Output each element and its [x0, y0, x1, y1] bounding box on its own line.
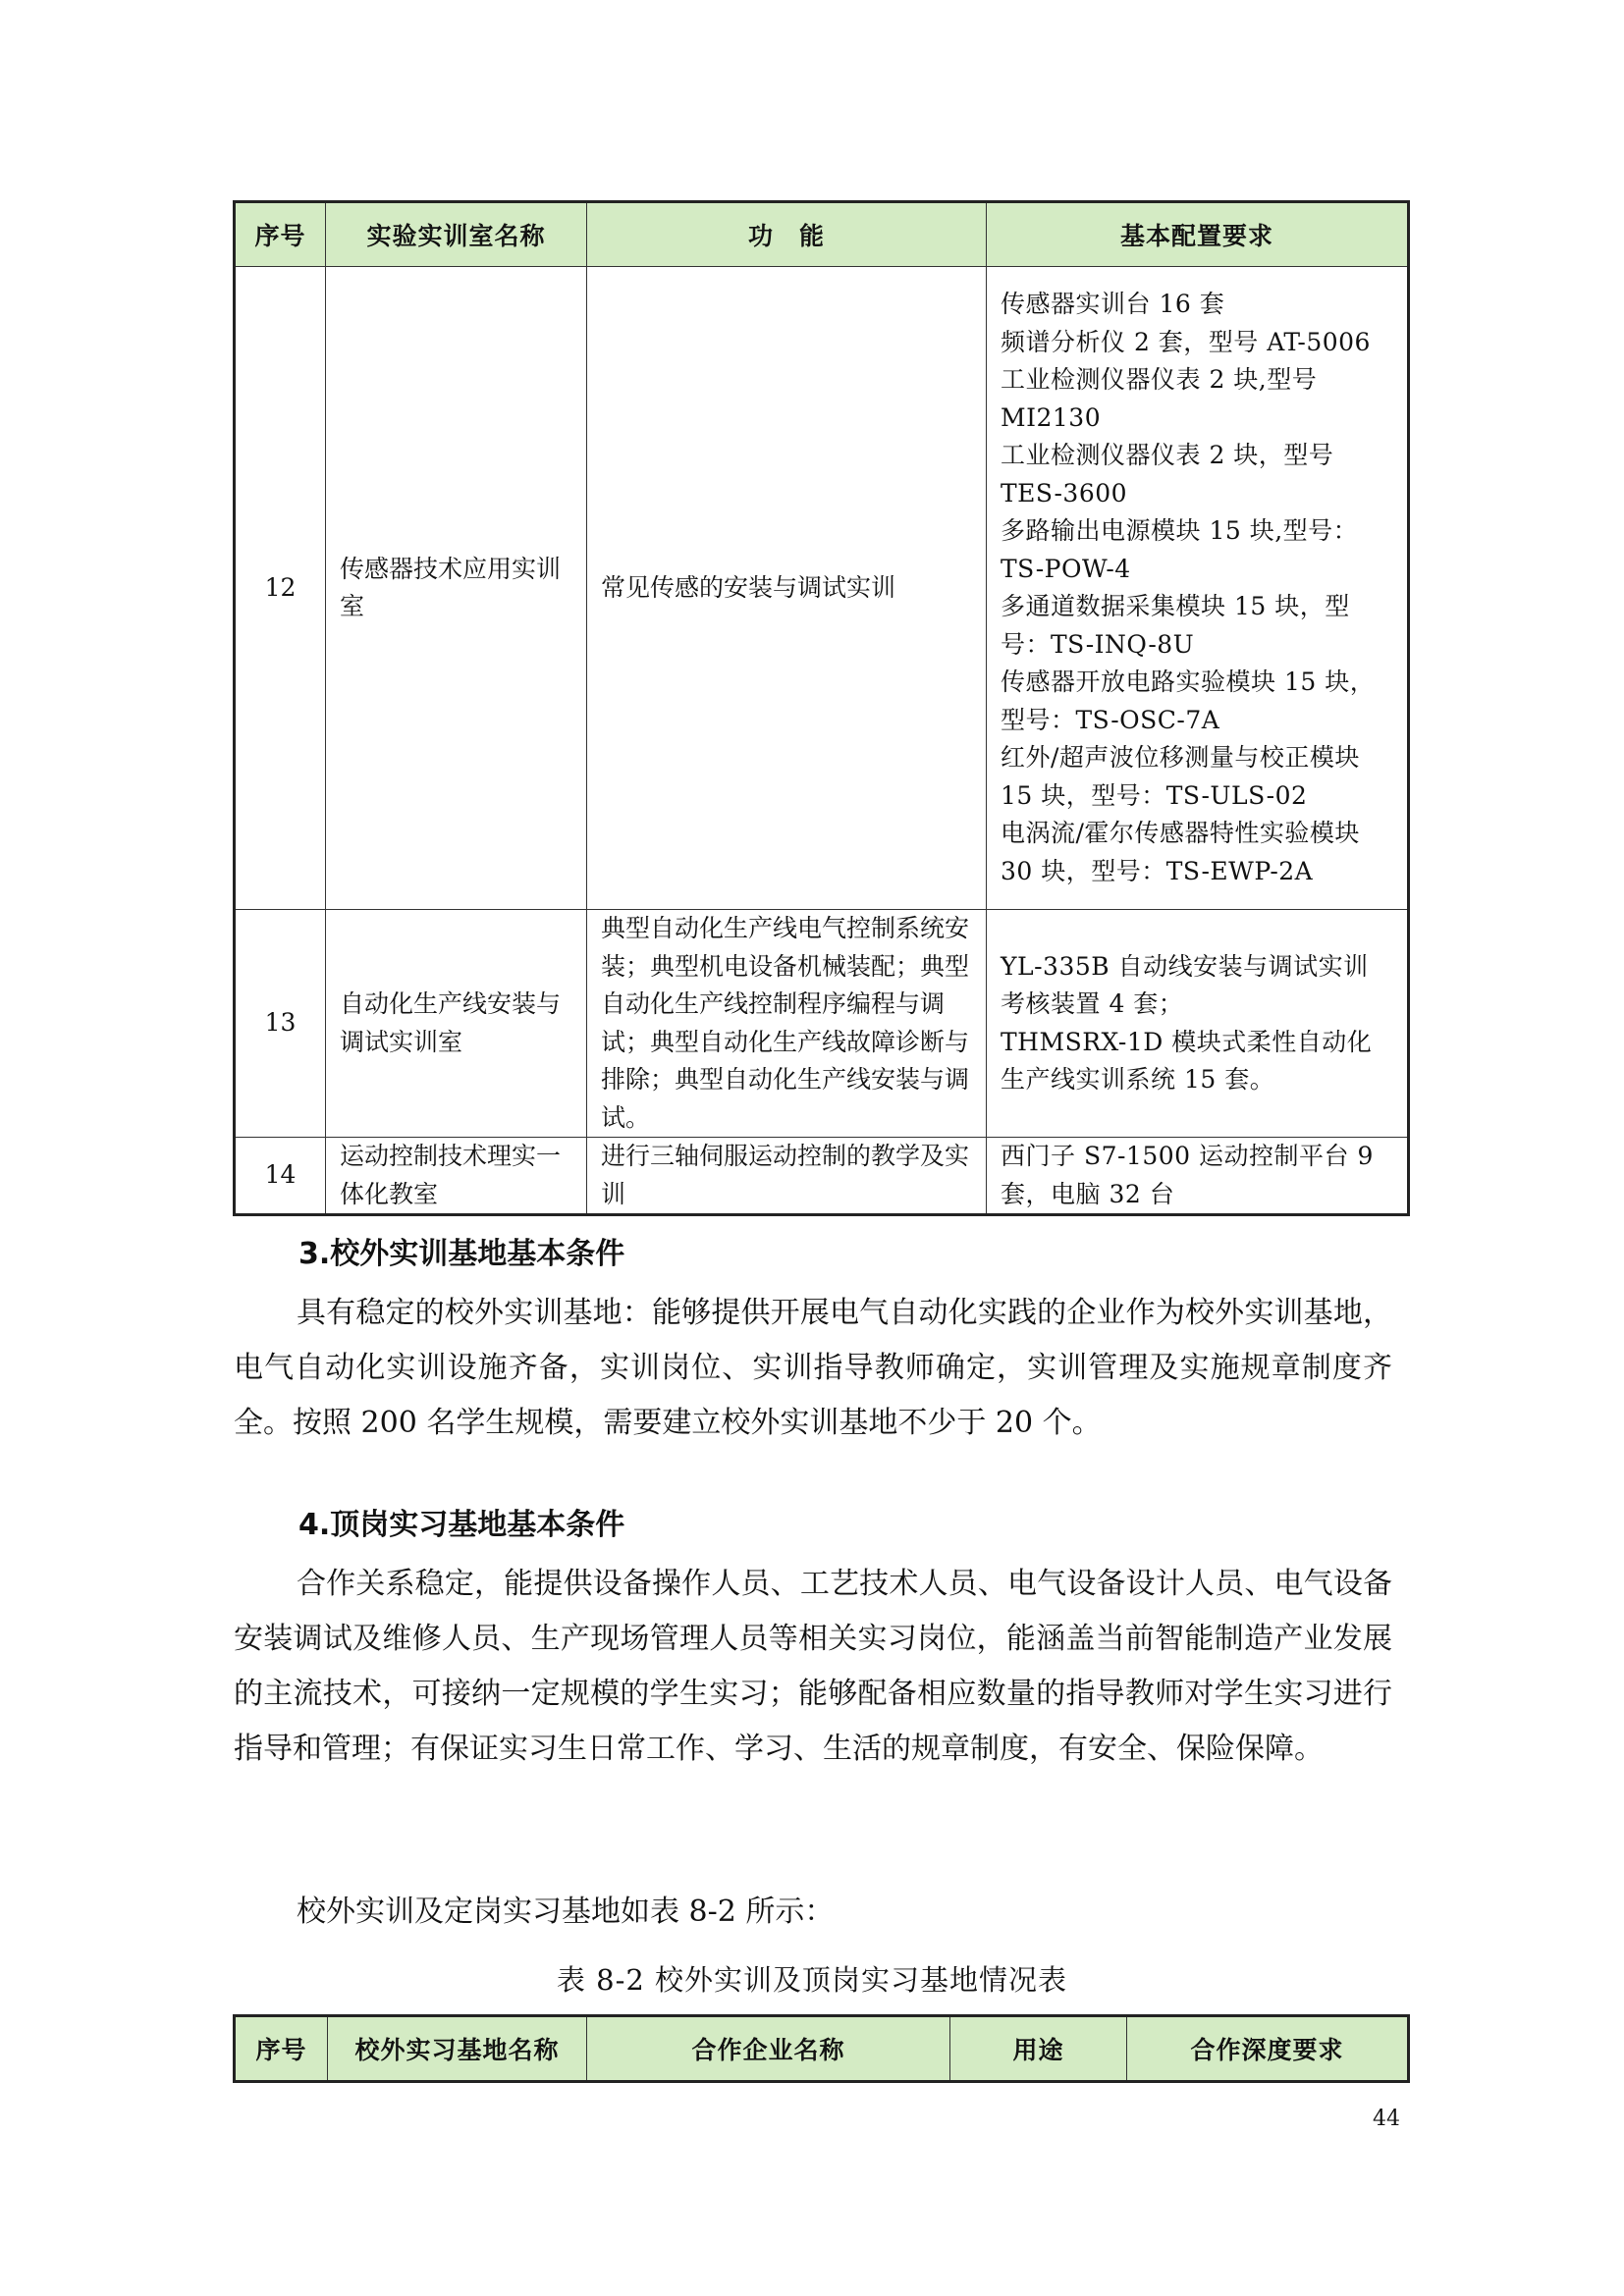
- lab-config-table: [233, 200, 1410, 1216]
- header-depth: 合作深度要求: [1127, 2016, 1409, 2082]
- header-function: 功 能: [587, 202, 987, 267]
- header-no: 序号: [235, 202, 326, 267]
- row-config: 传感器实训台 16 套 频谱分析仪 2 套，型号 AT-5006 工业检测仪器仪表 2 块,型号 MI2130 工业检测仪器仪表 2 块，型号 TES-3600 多路输出电源模块 15 块,型号：TS-POW-4 多通道数据采集模块 15 块，型号：TS-INQ-8U 传感器开放电路实验模块 15 块，型号：TS-OSC-7A 红外/超声波位移测量与校正模块 15 块，型号：TS-ULS-02 电涡流/霍尔传感器特性实验模块 30 块，型号：TS-EWP-2A: [987, 267, 1409, 910]
- table-caption: 表 8-2 校外实训及顶岗实习基地情况表: [556, 1963, 1068, 1997]
- row-function: 进行三轴伺服运动控制的教学及实训: [587, 1138, 987, 1215]
- base-table: [233, 2014, 1410, 2083]
- header-usage: 用途: [950, 2016, 1127, 2082]
- section-4-heading: 4.顶岗实习基地基本条件: [298, 1508, 625, 1542]
- row-lab-name: 自动化生产线安装与调试实训室: [326, 910, 587, 1138]
- row-function: 常见传感的安装与调试实训: [587, 267, 987, 910]
- header-lab-name: 实验实训室名称: [326, 202, 587, 267]
- row-no: 13: [235, 910, 326, 1138]
- table-header-row: [235, 202, 1409, 267]
- section-3-heading: 3.校外实训基地基本条件: [298, 1237, 625, 1271]
- header-config: 基本配置要求: [987, 202, 1409, 267]
- header-base-name: 校外实习基地名称: [328, 2016, 587, 2082]
- header-no: 序号: [235, 2016, 328, 2082]
- row-no: 14: [235, 1138, 326, 1215]
- row-function: 典型自动化生产线电气控制系统安装；典型机电设备机械装配；典型自动化生产线控制程序编程与调试；典型自动化生产线故障诊断与排除；典型自动化生产线安装与调试。: [587, 910, 987, 1138]
- section-4-intro: 校外实训及定岗实习基地如表 8-2 所示：: [297, 1895, 835, 1929]
- table-row: [235, 267, 1409, 910]
- row-lab-name: 传感器技术应用实训室: [326, 267, 587, 910]
- section-4-body: 合作关系稳定，能提供设备操作人员、工艺技术人员、电气设备设计人员、电气设备安装调试及维修人员、生产现场管理人员等相关实习岗位，能涵盖当前智能制造产业发展的主流技术，可接纳一定规模的学生实习；能够配备相应数量的指导教师对学生实习进行指导和管理；有保证实习生日常工作、学习、生活的规章制度，有安全、保险保障。: [234, 1567, 1392, 1766]
- section-3-body: 具有稳定的校外实训基地：能够提供开展电气自动化实践的企业作为校外实训基地，电气自动化实训设施齐备，实训岗位、实训指导教师确定，实训管理及实施规章制度齐全。按照 200 名学生规模，需要建立校外实训基地不少于 20 个。: [234, 1296, 1392, 1440]
- row-no: 12: [235, 267, 326, 910]
- table-row: [235, 910, 1409, 1138]
- header-company-name: 合作企业名称: [587, 2016, 950, 2082]
- table-header-row: [235, 2016, 1409, 2082]
- row-config: YL-335B 自动线安装与调试实训考核装置 4 套； THMSRX-1D 模块式柔性自动化生产线实训系统 15 套。: [987, 910, 1409, 1138]
- row-config: 西门子 S7-1500 运动控制平台 9 套，电脑 32 台: [987, 1138, 1409, 1215]
- page-number: 44: [1373, 2107, 1400, 2131]
- row-lab-name: 运动控制技术理实一体化教室: [326, 1138, 587, 1215]
- table-row: [235, 1138, 1409, 1215]
